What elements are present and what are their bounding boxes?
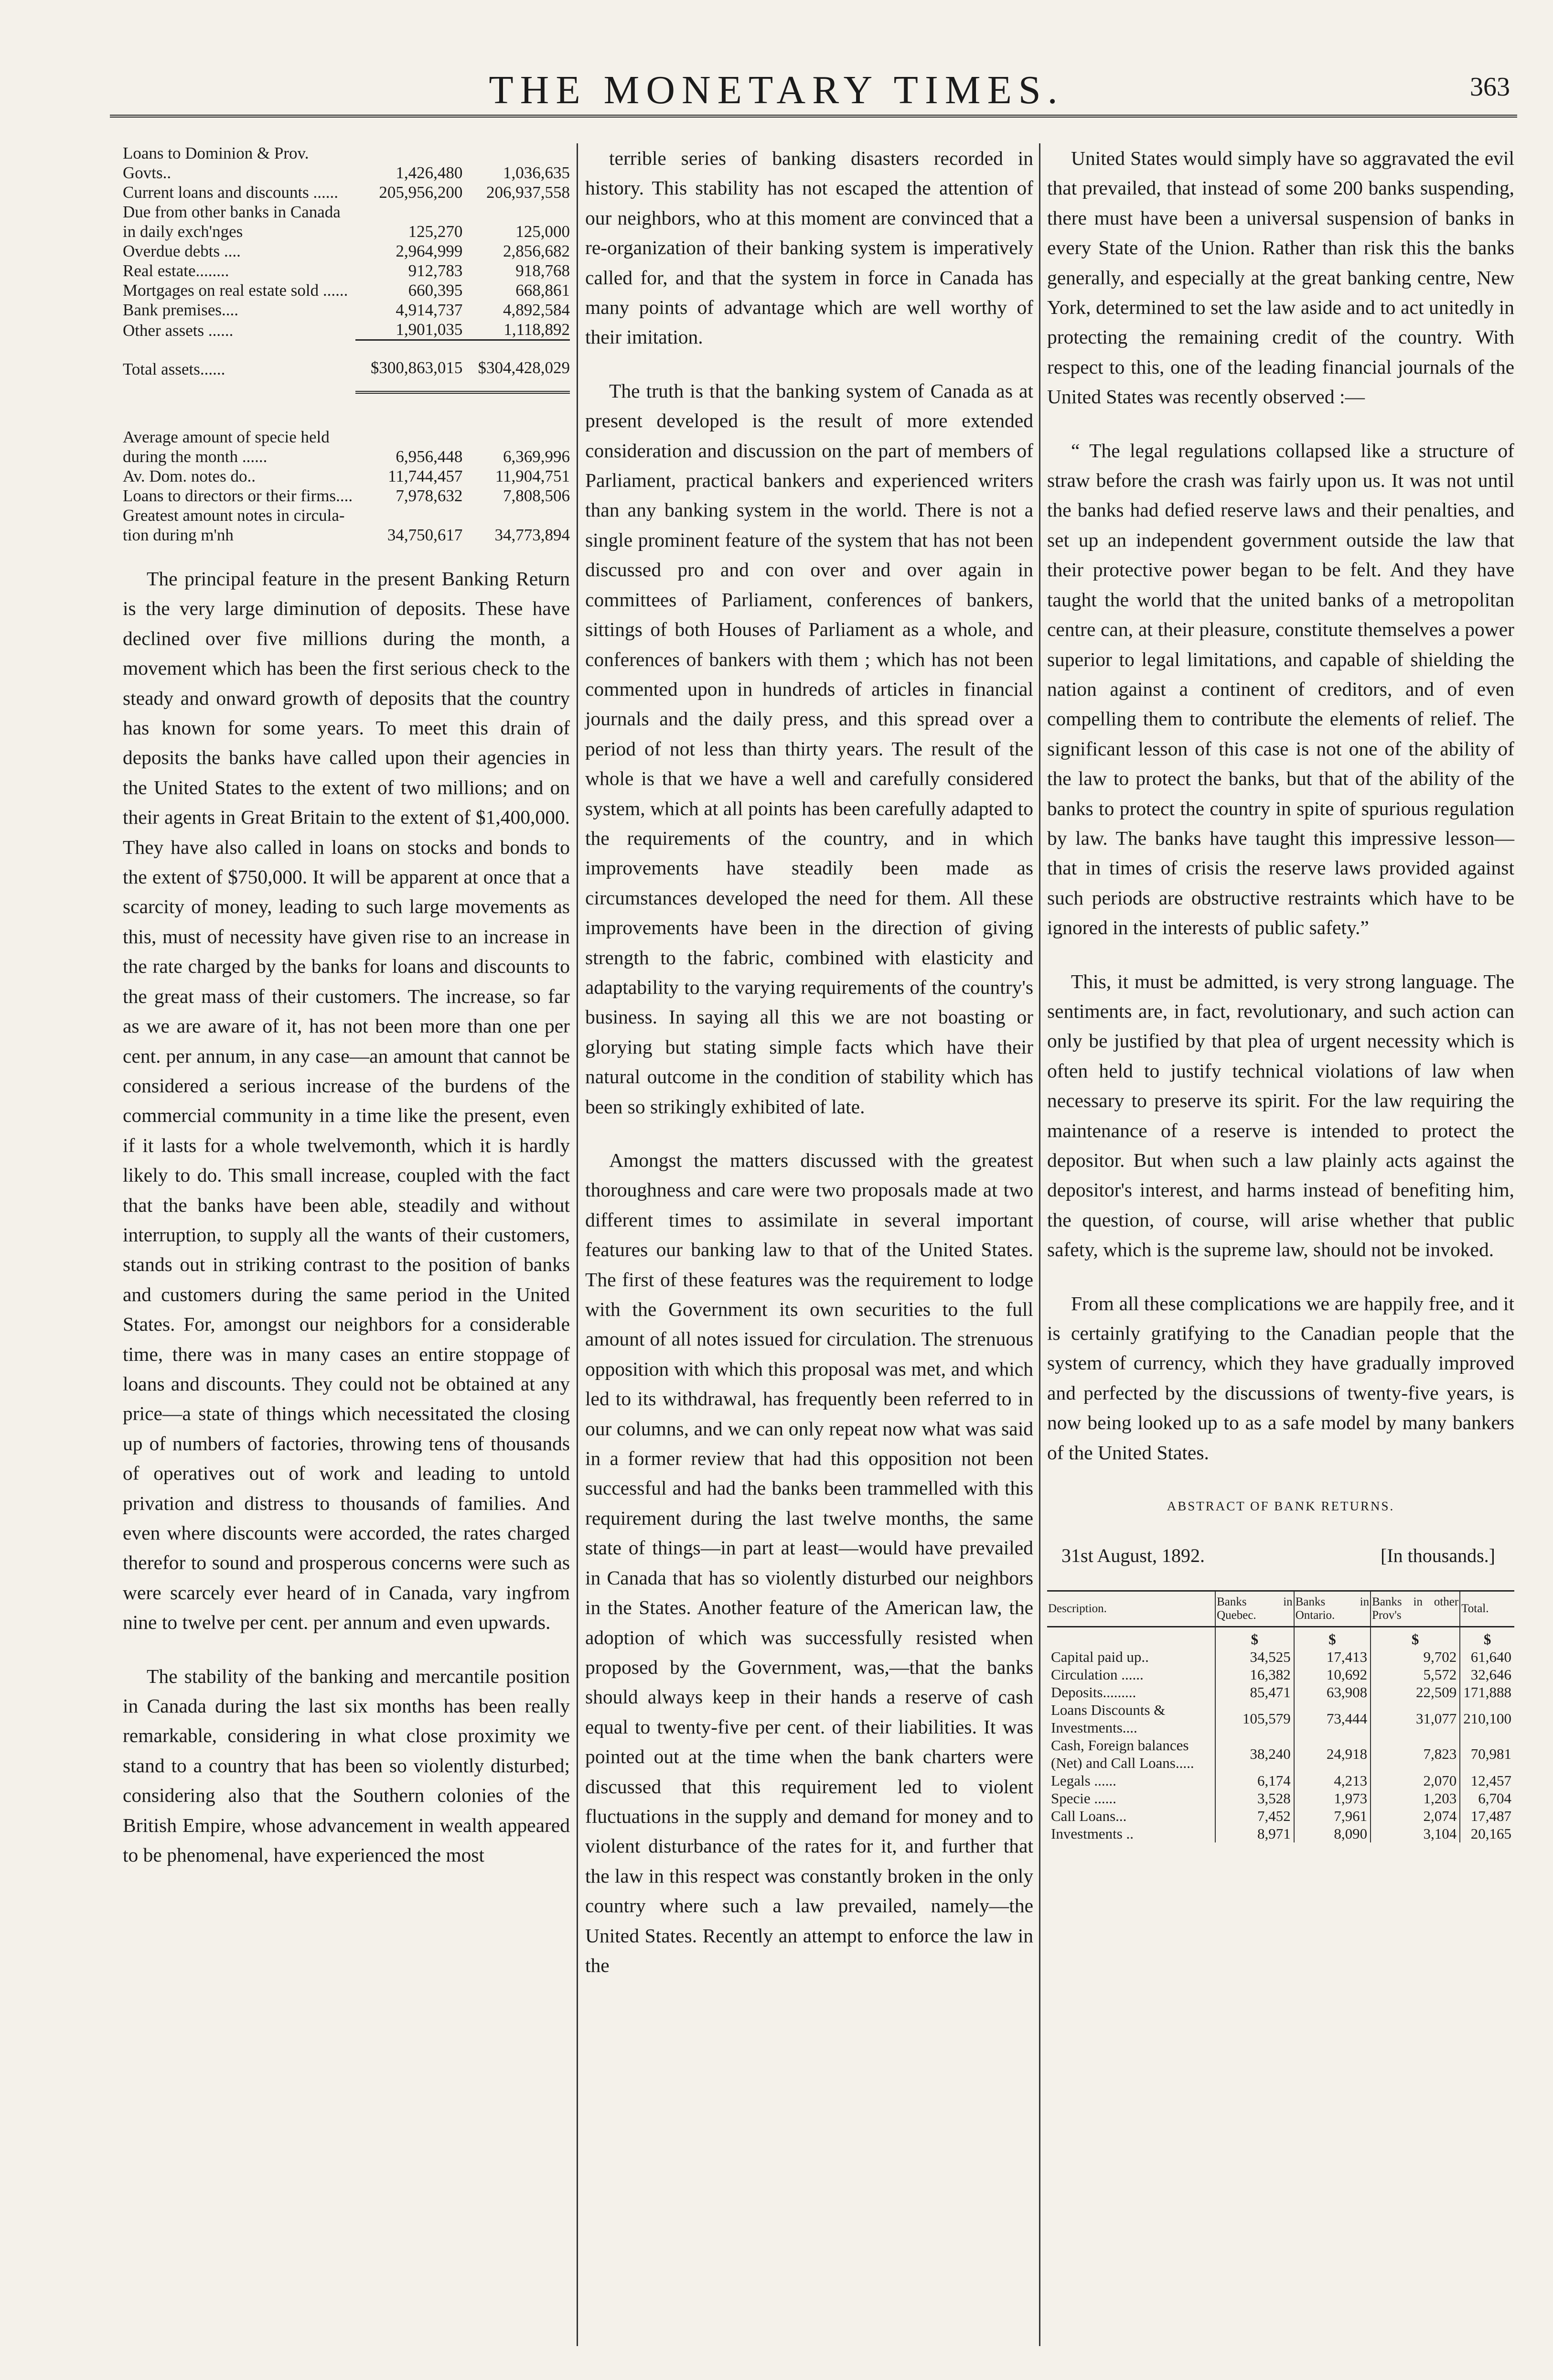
masthead — [0, 67, 1553, 129]
value-cell: 11,904,751 — [495, 467, 570, 485]
assets-table — [123, 143, 570, 394]
value-cell: 7,823 — [1371, 1736, 1460, 1772]
column-1 — [123, 143, 570, 1870]
unit-cell: $ — [1294, 1626, 1371, 1648]
value-cell: 4,213 — [1294, 1772, 1371, 1789]
table-row — [123, 241, 570, 261]
unit-cell: $ — [1215, 1626, 1294, 1648]
units-row — [1047, 1626, 1514, 1648]
value-cell: 8,090 — [1294, 1825, 1371, 1842]
table-row — [123, 486, 570, 506]
value-cell: 1,118,892 — [503, 320, 570, 339]
value-cell: 2,074 — [1371, 1807, 1460, 1825]
value-cell: 10,692 — [1294, 1666, 1371, 1683]
value-cell: 4,892,584 — [503, 301, 570, 319]
row-label: Call Loans... — [1051, 1807, 1127, 1824]
table-row — [123, 300, 570, 320]
value-cell: 7,808,506 — [503, 486, 570, 505]
row-label: Circulation ...... — [1051, 1666, 1144, 1683]
value-cell: 6,174 — [1215, 1772, 1294, 1789]
paragraph: The truth is that the banking system of Canada as at present developed is the result of more extended consideration and discussion on the part of members of Parliament, practical bankers and experienced writers than any banking system in the world. There is not a single prominent feature of the system that has not been discussed pro and con over and over again in committees of Parliament, conferences of bankers, sittings of both Houses of Parliament as a whole, and conferences of bankers with them ; which has not been commented upon in hundreds of articles in financial journals and the daily press, and this spread over a period of not less than thirty years. The result of the whole is that we have a well and carefully considered system, which at all points has been carefully adapted to the requirements of the country, and in which improvements have steadily been made as circumstances developed the need for them. All these improvements have been in the direction of giving strength to the fabric, combined with elasticity and adaptability to the varying requirements of the country's business. In saying all this we are not boasting or glorying but stating simple facts which have their natural outcome in the condition of stability which has been so strikingly exhibited of late. — [585, 379, 1033, 1118]
unit-cell: $ — [1460, 1626, 1514, 1648]
value-cell: 6,956,448 — [396, 447, 463, 466]
table-row — [123, 427, 570, 466]
value-cell: 7,452 — [1215, 1807, 1294, 1825]
table-row — [123, 506, 570, 545]
value-cell: 206,937,558 — [486, 183, 570, 202]
value-cell: 105,579 — [1215, 1701, 1294, 1736]
value-cell: 2,856,682 — [503, 242, 570, 260]
column-3-text — [1047, 143, 1514, 1467]
column-1-text — [123, 564, 570, 1870]
column-header: Total. — [1460, 1591, 1514, 1626]
value-cell: 6,704 — [1460, 1789, 1514, 1807]
column-2 — [585, 143, 1033, 1980]
row-label: Greatest amount notes in circula-tion during m'nh — [123, 506, 345, 544]
value-cell: 8,971 — [1215, 1825, 1294, 1842]
paragraph: terrible series of banking disasters recorded in history. This stability has not escaped the attention of our neighbors, who at this moment are convinced that a re-organization of their banking system is imperatively called for, and that the system in force in Canada has many points of advantage which are well worthy of their imitation. — [585, 147, 1033, 348]
value-cell: 20,165 — [1460, 1825, 1514, 1842]
table-row — [1047, 1648, 1514, 1666]
table-row — [123, 202, 570, 241]
value-cell: 31,077 — [1371, 1701, 1460, 1736]
bank-returns-table — [1047, 1590, 1514, 1842]
row-label: Legals ...... — [1051, 1772, 1116, 1789]
row-label: Real estate........ — [123, 261, 229, 280]
value-cell: 34,525 — [1215, 1648, 1294, 1666]
value-cell: 7,978,632 — [396, 486, 463, 505]
value-cell: 17,413 — [1294, 1648, 1371, 1666]
row-label: Total assets...... — [123, 360, 225, 378]
value-cell: 2,964,999 — [396, 242, 463, 260]
value-cell: 17,487 — [1460, 1807, 1514, 1825]
specie-table — [123, 427, 570, 545]
value-cell: 61,640 — [1460, 1648, 1514, 1666]
value-cell: 1,203 — [1371, 1789, 1460, 1807]
paragraph: “ The legal regulations collapsed like a structure of straw before the crash was fairly upon us. It was not until the banks had defied reserve laws and their penalties, and set up an independent government outside the law that their protective power began to be felt. And they have taught the world that the united banks of a metropolitan centre can, at their pleasure, constitute themselves a power superior to legal limitations, and capable of shielding the nation against a continent of creditors, and of even compelling them to contribute the elements of relief. The significant lesson of this case is not one of the ability of the law to protect the banks, but that of the ability of the banks to protect the country in spite of spurious regulation by law. The banks have taught this impressive lesson—that in times of crisis the reserve laws provided against such periods are obstructive restraints which have to be ignored in the interests of public safety.” — [1047, 439, 1514, 939]
value-cell: 2,070 — [1371, 1772, 1460, 1789]
column-header: Banks in other Prov's — [1371, 1591, 1460, 1626]
value-cell: 73,444 — [1294, 1701, 1371, 1736]
row-label: Cash, Foreign balances (Net) and Call Loans..... — [1051, 1736, 1194, 1771]
value-cell: 125,270 — [408, 222, 463, 241]
row-label: Av. Dom. notes do.. — [123, 467, 256, 485]
value-cell: 918,768 — [515, 261, 570, 280]
table-row — [1047, 1666, 1514, 1683]
row-label: Mortgages on real estate sold ...... — [123, 281, 348, 300]
table-row — [123, 261, 570, 280]
value-cell: 125,000 — [515, 222, 570, 241]
unit-cell — [1047, 1626, 1215, 1648]
table-row — [123, 143, 570, 183]
value-cell: 85,471 — [1215, 1683, 1294, 1701]
row-label: Loans Discounts & Investments.... — [1051, 1701, 1166, 1736]
row-label: Average amount of specie held during the month ...... — [123, 428, 330, 466]
value-cell: $300,863,015 — [355, 340, 463, 393]
value-cell: 63,908 — [1294, 1683, 1371, 1701]
column-header: Description. — [1047, 1591, 1215, 1626]
value-cell: 668,861 — [515, 281, 570, 300]
publication-title: THE MONETARY TIMES. — [489, 68, 1064, 112]
table-row — [1047, 1736, 1514, 1772]
row-label: Loans to Dominion & Prov. Govts.. — [123, 144, 309, 182]
row-label: Loans to directors or their firms.... — [123, 486, 353, 505]
abstract-heading: ABSTRACT OF BANK RETURNS. — [1167, 1499, 1395, 1514]
column-header: Banks in Ontario. — [1294, 1591, 1371, 1626]
value-cell: 34,773,894 — [494, 526, 570, 544]
column-rule — [1039, 143, 1040, 2346]
value-cell: 660,395 — [408, 281, 463, 300]
row-label: Overdue debts .... — [123, 242, 241, 260]
value-cell: 9,702 — [1371, 1648, 1460, 1666]
table-row — [123, 183, 570, 202]
table-row — [123, 340, 570, 393]
column-2-text — [585, 143, 1033, 1980]
row-label: Investments .. — [1051, 1825, 1134, 1842]
value-cell: 34,750,617 — [387, 526, 463, 544]
paragraph: Amongst the matters discussed with the greatest thoroughness and care were two proposals made at two different times to assimilate in several important features our banking law to that of the United States. The first of these features was the requirement to lodge with the Government its own securities to the full amount of all notes issued for circulation. The strenuous opposition with which this proposal was met, and which led to its withdrawal, has frequently been referred to in our columns, and we can only repeat now what was said in a former review that had this opposition not been successful and had the banks been trammelled with this requirement during the last twelve months, the same state of things—in part at least—would have prevailed in Canada that has so violently disturbed our neighbors in the States. Another feature of the American law, the adoption of which was successfully resisted when proposed by the Government, was,—that the banks should always keep in their hands a reserve of cash equal to twenty-five per cent. of their liabilities. It was pointed out at the time when the bank charters were discussed that this requirement led to violent fluctuations in the supply and demand for money and to violent disturbance of the rates for it, and further that the law in this respect was constantly broken in the only country where such a law prevailed, namely—the United States. Recently an attempt to enforce the law in the — [585, 1149, 1033, 1976]
table-row — [123, 280, 570, 300]
value-cell: 6,369,996 — [503, 447, 570, 466]
table-row — [1047, 1825, 1514, 1842]
table-row — [123, 320, 570, 340]
row-label: Deposits......... — [1051, 1683, 1136, 1701]
value-cell: 912,783 — [408, 261, 463, 280]
column-header: Banks in Quebec. — [1215, 1591, 1294, 1626]
row-label: Other assets ...... — [123, 321, 234, 340]
table-row — [1047, 1683, 1514, 1701]
value-cell: 171,888 — [1460, 1683, 1514, 1701]
paragraph: The principal feature in the present Banking Return is the very large diminution of deposits. These have declined over five millions during the month, a movement which has been the first serious check to the steady and onward growth of deposits that the country has known for some years. To meet this drain of deposits the banks have called upon their agencies in the United States to the extent of two millions; and on their agents in Great Britain to the extent of $1,400,000. They have also called in loans on stocks and bonds to the extent of $750,000. It will be apparent at once that a scarcity of money, leading to such large movements as this, must of necessity have given rise to an increase in the rate charged by the banks for loans and discounts to the great mass of their customers. The increase, so far as we are aware of it, has not been more than one per cent. per annum, in any case—an amount that cannot be considered a serious increase of the burdens of the commercial community in a time like the present, even if it lasts for a whole twelvemonth, which it is hardly likely to do. This small increase, coupled with the fact that the banks have been able, steadily and without interruption, to supply all the wants of their customers, stands out in striking contrast to the position of banks and customers during the same period in the United States. For, amongst our neighbors for a considerable time, there was in many cases an entire stoppage of loans and discounts. They could not be obtained at any price—a state of things which necessitated the closing up of numbers of factories, throwing tens of thousands of operatives out of work and leading to untold privation and distress to thousands of families. And even where discounts were accorded, the rates charged therefor to sound and prosperous concerns were such as were scarcely ever heard of in Canada, vary ingfrom nine to twelve per cent. per annum and even upwards. — [123, 568, 570, 1634]
value-cell: 3,528 — [1215, 1789, 1294, 1807]
abstract-note: [In thousands.] — [1381, 1545, 1495, 1567]
value-cell: 3,104 — [1371, 1825, 1460, 1842]
unit-cell: $ — [1371, 1626, 1460, 1648]
value-cell: 7,961 — [1294, 1807, 1371, 1825]
value-cell: 32,646 — [1460, 1666, 1514, 1683]
value-cell: 1,973 — [1294, 1789, 1371, 1807]
value-cell: 11,744,457 — [388, 467, 463, 485]
table-row — [1047, 1772, 1514, 1789]
row-label: Bank premises.... — [123, 301, 239, 319]
value-cell: 4,914,737 — [396, 301, 463, 319]
row-label: Capital paid up.. — [1051, 1648, 1149, 1665]
value-cell: 24,918 — [1294, 1736, 1371, 1772]
page-number: 363 — [1470, 72, 1510, 102]
row-label: Due from other banks in Canada in daily exch'nges — [123, 203, 341, 241]
header-rule — [110, 115, 1517, 118]
abstract-subhead — [1047, 1541, 1514, 1571]
value-cell: 205,956,200 — [379, 183, 463, 202]
paragraph: United States would simply have so aggravated the evil that prevailed, that instead of some 200 banks suspending, there must have been a universal suspension of banks in every State of the Union. Rather than risk this the banks generally, and especially at the great banking centre, New York, determined to set the law aside and to act unitedly in protecting the remaining credit of the country. With respect to this, one of the leading financial journals of the United States was recently observed :— — [1047, 147, 1514, 408]
column-rule — [577, 143, 578, 2346]
value-cell: 16,382 — [1215, 1666, 1294, 1683]
abstract-date: 31st August, 1892. — [1061, 1545, 1205, 1567]
table-row — [1047, 1807, 1514, 1825]
paragraph: The stability of the banking and mercantile position in Canada during the last six months has been really remarkable, considering in what close proximity we stand to a country that has been so violently disturbed; considering also that the Southern colonies of the British Empire, whose advancement in wealth appeared to be phenomenal, have experienced the most — [123, 1665, 570, 1866]
value-cell: 1,426,480 — [396, 163, 463, 182]
paragraph: From all these complications we are happily free, and it is certainly gratifying to the Canadian people that the system of currency, which they have gradually improved and perfected by the discussions of twenty-five years, is now being looked up to as a safe model by many bankers of the United States. — [1047, 1292, 1514, 1464]
row-label: Current loans and discounts ...... — [123, 183, 339, 202]
table-row — [1047, 1789, 1514, 1807]
value-cell: 12,457 — [1460, 1772, 1514, 1789]
value-cell: 1,901,035 — [396, 320, 463, 339]
table-row — [1047, 1701, 1514, 1736]
value-cell: 5,572 — [1371, 1666, 1460, 1683]
paragraph: This, it must be admitted, is very strong language. The sentiments are, in fact, revolutionary, and such action can only be justified by that plea of urgent necessity which is often held to justify technical violations of law when necessary to preserve its spirit. For the law requiring the maintenance of a reserve is intended to protect the depositor. But when such a law plainly acts against the depositor's interest, and harms instead of benefiting him, the question, of course, will arise whether that public safety, which is the supreme law, should not be invoked. — [1047, 970, 1514, 1261]
value-cell: 70,981 — [1460, 1736, 1514, 1772]
value-cell: 38,240 — [1215, 1736, 1294, 1772]
column-3 — [1047, 143, 1514, 1842]
value-cell: $304,428,029 — [462, 340, 570, 393]
value-cell: 210,100 — [1460, 1701, 1514, 1736]
row-label: Specie ...... — [1051, 1789, 1116, 1807]
value-cell: 1,036,635 — [503, 163, 570, 182]
value-cell: 22,509 — [1371, 1683, 1460, 1701]
table-row — [123, 466, 570, 486]
